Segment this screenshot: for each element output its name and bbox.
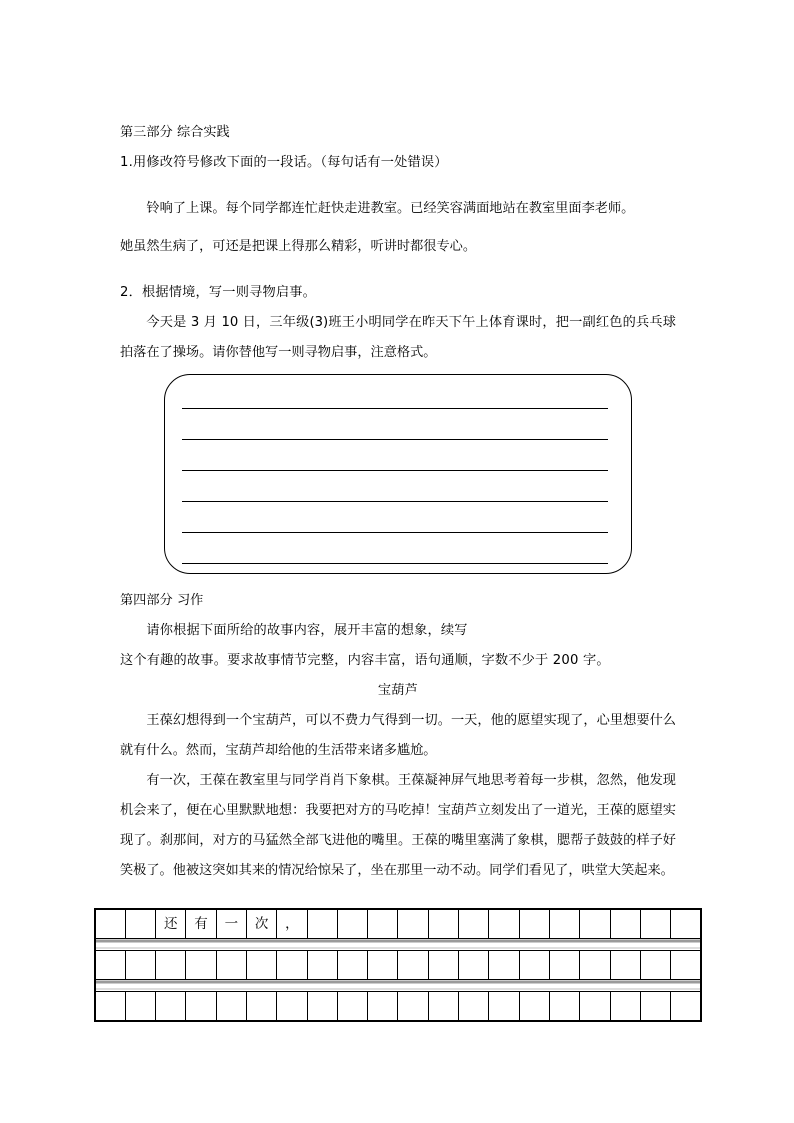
writing-grid-cell[interactable] [125,909,155,939]
writing-grid-cell[interactable] [246,992,276,1022]
writing-grid-cell[interactable] [307,951,337,980]
writing-grid-cell[interactable] [398,992,428,1022]
writing-grid-row [95,951,701,980]
question-1-body-line-2: 她虽然生病了，可还是把课上得那么精彩，听讲时都很专心。 [120,239,477,254]
writing-grid-cell[interactable] [186,992,216,1022]
writing-grid-cell[interactable] [368,909,398,939]
writing-grid-cell[interactable] [489,951,519,980]
writing-grid-cell[interactable] [428,992,458,1022]
writing-grid-cell[interactable] [489,909,519,939]
answer-rule-line [182,408,608,409]
answer-rule-line [182,501,608,502]
writing-grid[interactable] [94,908,702,1022]
writing-grid-cell[interactable] [580,909,610,939]
writing-grid-cell[interactable] [610,909,640,939]
story-title: 宝葫芦 [377,683,419,698]
writing-grid-cell[interactable] [398,909,428,939]
question-2-body: 今天是 3 月 10 日，三年级(3)班王小明同学在昨天下午上体育课时，把一副红色的兵乓球拍落在了操场。请你替他写一则寻物启事，注意格式。 [120,315,676,360]
writing-grid-cell[interactable] [549,951,579,980]
writing-grid-cell[interactable] [277,951,307,980]
writing-grid-cell[interactable] [640,992,670,1022]
answer-rule-line [182,532,608,533]
writing-grid-cell[interactable] [519,909,549,939]
writing-grid-spacer-row [95,980,701,992]
writing-grid-cell[interactable] [459,951,489,980]
question-2-prompt: 2．根据情境，写一则寻物启事。 [120,285,317,300]
writing-grid-cell[interactable] [246,951,276,980]
writing-grid-container [94,908,702,1022]
answer-rule-line [182,563,608,564]
section4-prompt-line-2: 这个有趣的故事。要求故事情节完整，内容丰富，语句通顺，字数不少于 200 字。 [120,653,610,668]
writing-grid-cell[interactable] [95,992,125,1022]
writing-grid-cell[interactable] [459,909,489,939]
writing-grid-cell[interactable]: 还 [156,909,186,939]
writing-grid-cell[interactable] [580,992,610,1022]
writing-grid-cell[interactable] [640,951,670,980]
writing-grid-cell[interactable]: 一 [216,909,246,939]
writing-grid-cell[interactable] [459,992,489,1022]
writing-grid-spacer-cell [95,980,701,992]
question-1-prompt: 1.用修改符号修改下面的一段话。（每句话有一处错误） [120,155,448,170]
writing-grid-row [95,909,701,939]
writing-grid-body [95,909,701,1021]
document-content [120,118,676,886]
section4-prompt-line-1: 请你根据下面所给的故事内容，展开丰富的想象，续写 [146,623,468,638]
writing-grid-cell[interactable] [671,992,701,1022]
writing-grid-cell[interactable]: 有 [186,909,216,939]
answer-box-container [120,374,676,586]
writing-grid-cell[interactable] [95,951,125,980]
writing-grid-cell[interactable] [156,992,186,1022]
writing-grid-cell[interactable] [519,992,549,1022]
spacer [120,224,676,232]
section4-heading: 第四部分 习作 [120,593,204,608]
writing-grid-cell[interactable] [307,909,337,939]
answer-rule-line [182,470,608,471]
writing-grid-cell[interactable] [671,951,701,980]
writing-grid-cell[interactable] [277,992,307,1022]
story-paragraph-2: 有一次，王葆在教室里与同学肖肖下象棋。王葆凝神屏气地思考着每一步棋，忽然，他发现机会来了，便在心里默默地想：我要把对方的马吃掉！宝葫芦立刻发出了一道光，王葆的愿望实现了。刹那间，对方的马猛然全部飞进他的嘴里。王葆的嘴里塞满了象棋，腮帮子鼓鼓的样子好笑极了。他被这突如其来的情况给惊呆了，坐在那里一动不动。同学们看见了，哄堂大笑起来。 [120,773,676,878]
writing-grid-cell[interactable] [216,992,246,1022]
writing-grid-cell[interactable] [580,951,610,980]
writing-grid-cell[interactable] [640,909,670,939]
writing-grid-cell[interactable] [398,951,428,980]
answer-rule-line [182,439,608,440]
writing-grid-cell[interactable] [519,951,549,980]
question-1-body-line-1: 铃响了上课。每个同学都连忙赶快走进教室。已经笑容满面地站在教室里面李老师。 [146,201,635,216]
writing-grid-cell[interactable] [368,951,398,980]
answer-box[interactable] [164,374,632,574]
writing-grid-cell[interactable] [307,992,337,1022]
writing-grid-row [95,992,701,1022]
writing-grid-cell[interactable] [489,992,519,1022]
writing-grid-cell[interactable] [368,992,398,1022]
writing-grid-cell[interactable]: 次 [246,909,276,939]
writing-grid-cell[interactable] [428,951,458,980]
writing-grid-cell[interactable] [125,951,155,980]
story-paragraph-1: 王葆幻想得到一个宝葫芦，可以不费力气得到一切。一天，他的愿望实现了，心里想要什么就有什么。然而，宝葫芦却给他的生活带来诸多尴尬。 [120,713,676,758]
writing-grid-cell[interactable] [610,951,640,980]
writing-grid-spacer-cell [95,939,701,951]
section3-heading: 第三部分 综合实践 [120,125,230,140]
writing-grid-spacer-row [95,939,701,951]
spacer [120,178,676,194]
writing-grid-cell[interactable] [186,951,216,980]
writing-grid-cell[interactable] [337,992,367,1022]
writing-grid-cell[interactable] [337,909,367,939]
writing-grid-cell[interactable]: ， [277,909,307,939]
writing-grid-cell[interactable] [216,951,246,980]
writing-grid-cell[interactable] [610,992,640,1022]
writing-grid-cell[interactable] [125,992,155,1022]
writing-grid-cell[interactable] [156,951,186,980]
writing-grid-cell[interactable] [95,909,125,939]
writing-grid-cell[interactable] [549,909,579,939]
writing-grid-cell[interactable] [337,951,367,980]
writing-grid-cell[interactable] [549,992,579,1022]
spacer [120,262,676,278]
writing-grid-cell[interactable] [671,909,701,939]
writing-grid-cell[interactable] [428,909,458,939]
